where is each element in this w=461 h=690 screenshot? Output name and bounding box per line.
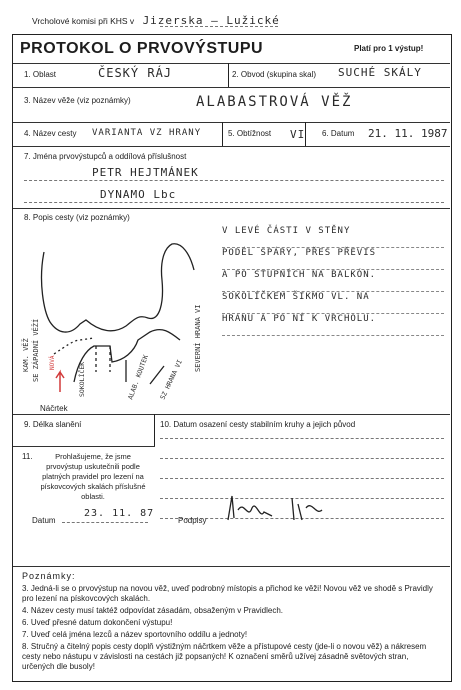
notes-heading: Poznámky:: [22, 571, 76, 581]
route-dotted: [54, 338, 94, 354]
note-item: 8. Stručný a čitelný popis cesty doplň výstižným náčrtkem věže a přístupové cesty (jde-li o novou věž) a nákresem cesty nebo nástupu v závislosti na cestách již popsaných! K označení směrů užívej zásadně světových stran, určených dle busoly!: [22, 642, 427, 671]
nacrtek-label: Náčrtek: [40, 404, 68, 413]
route-sketch: [14, 222, 220, 412]
jmena-value-1: PETR HEJTMÁNEK: [92, 166, 199, 179]
jmena-label: 7. Jména prvovýstupců a oddílová příslušnost: [24, 152, 187, 161]
route-dashed: [96, 346, 110, 372]
prohlaseni-num: 11.: [22, 452, 33, 461]
sketch-label-left1: KAM. VĚŽ: [22, 338, 30, 372]
obtiznost-label: 5. Obtížnost: [228, 129, 272, 138]
sketch-label-right: SEVERNÍ HRANA VI: [194, 304, 202, 372]
note-item: 6. Uveď přesné datum dokončení výstupu!: [22, 618, 173, 627]
commission-region: Jizerska – Lužické: [142, 14, 280, 27]
oblast-value: ČESKÝ RÁJ: [98, 66, 173, 80]
note-item: 3. Jedná-li se o prvovýstup na novou věž, uveď podrobný místopis a přichod ke věži! Novou věž ve shodě s Pravidly pro lezení na pískovcových skalách.: [22, 584, 433, 603]
osazeni-label: 10. Datum osazení cesty stabilním kruhy a jejich původ: [160, 420, 356, 429]
popis-label: 8. Popis cesty (viz poznámky): [24, 213, 130, 222]
cesta-value: VARIANTA VZ HRANY: [92, 128, 202, 138]
signatures: [222, 490, 332, 530]
vez-value: ALABASTROVÁ VĚŽ: [196, 94, 353, 110]
obvod-value: SUCHÉ SKÁLY: [338, 66, 422, 79]
sketch-label-mid1: SOKOLÍČEK: [78, 361, 86, 397]
sketch-label-mid3: SZ HRANA VI: [158, 358, 185, 401]
oblast-label: 1. Oblast: [24, 70, 57, 79]
datum-footer-value: 23. 11. 87: [84, 508, 155, 519]
datum-label: 6. Datum: [322, 129, 355, 138]
route-description: [222, 226, 444, 336]
podpisy-label: Podpisy: [178, 516, 207, 525]
rock-outline: [42, 244, 194, 332]
vez-label: 3. Název věže (viz poznámky): [24, 96, 131, 105]
sketch-label-red: NOVÁ: [49, 355, 56, 370]
sketch-label-left2: SE ZÁPADNÍ VĚŽÍ: [32, 318, 40, 382]
rock-base: [74, 330, 180, 382]
route-line: A PO STUPNÍCH NA BALKÓN.: [222, 270, 444, 292]
delka-label: 9. Délka slanění: [24, 420, 82, 429]
route-line: HRANU A PO NÍ K VRCHOLU.: [222, 314, 444, 336]
datum-value: 21. 11. 1987: [368, 127, 448, 140]
route-line: SOKOLÍČKEM ŠIKMO VL. NA: [222, 292, 444, 314]
red-arrow: [56, 372, 64, 392]
route-line: PODÉL SPÁRY, PŘES PŘEVIS: [222, 248, 444, 270]
jmena-value-2: DYNAMO Lbc: [100, 188, 177, 201]
note-item: 7. Uveď celá jména lezců a název sportovního oddílu a jednoty!: [22, 630, 248, 639]
valid-note: Platí pro 1 výstup!: [354, 44, 424, 53]
route-line: V LEVÉ ČÁSTI V STĚNY: [222, 226, 444, 248]
notes-list: [22, 584, 440, 672]
commission-prefix: Vrcholové komisi při KHS v: [32, 16, 135, 26]
datum-footer-label: Datum: [32, 516, 56, 525]
note-item: 4. Název cesty musí taktéž odpovídat zásadám, obsaženým v Pravidlech.: [22, 606, 284, 615]
obtiznost-value: VI: [290, 128, 306, 141]
obvod-label: 2. Obvod (skupina skal): [232, 70, 317, 79]
sketch-label-mid2: ALAB. KOUTEK: [126, 353, 150, 401]
form-title: PROTOKOL O PRVOVÝSTUPU: [20, 40, 264, 57]
prohlaseni-text: Prohlašujeme, že jsme prvovýstup uskutečnili podle platných pravidel pro lezení na pískovcových skalách příslušné oblasti.: [40, 452, 146, 501]
cesta-label: 4. Název cesty: [24, 129, 77, 138]
